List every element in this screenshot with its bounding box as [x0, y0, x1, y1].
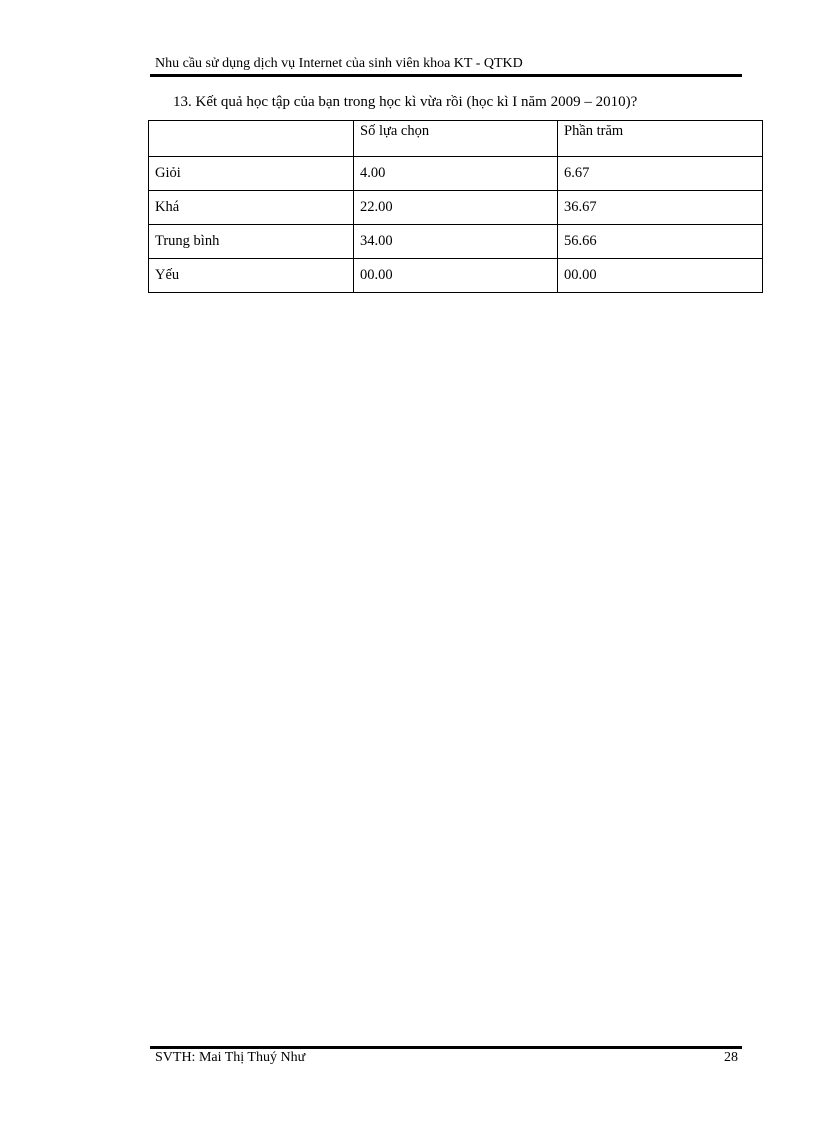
table-cell: 00.00	[354, 259, 558, 293]
table-header-cell: Phần trăm	[558, 121, 763, 157]
table-header-row	[149, 121, 763, 157]
table-cell: Yếu	[149, 259, 354, 293]
table-cell: 00.00	[558, 259, 763, 293]
table-header-cell: Số lựa chọn	[354, 121, 558, 157]
footer-rule	[150, 1046, 742, 1049]
table-cell: 56.66	[558, 225, 763, 259]
table-cell: 4.00	[354, 157, 558, 191]
header-rule	[150, 74, 742, 77]
table-cell: Giỏi	[149, 157, 354, 191]
table-cell: Trung bình	[149, 225, 354, 259]
table-cell: 36.67	[558, 191, 763, 225]
results-table	[148, 120, 763, 293]
running-header: Nhu cầu sử dụng dịch vụ Internet của sinh viên khoa KT - QTKD	[155, 56, 523, 71]
page-number: 28	[724, 1050, 738, 1065]
table-row	[149, 259, 763, 293]
question-heading: 13. Kết quả học tập của bạn trong học kì vừa rồi (học kì I năm 2009 – 2010)?	[173, 94, 638, 110]
table-row	[149, 191, 763, 225]
table-cell: 22.00	[354, 191, 558, 225]
table-cell: 6.67	[558, 157, 763, 191]
table-cell: 34.00	[354, 225, 558, 259]
footer-author: SVTH: Mai Thị Thuý Như	[155, 1050, 306, 1065]
table-cell: Khá	[149, 191, 354, 225]
table-header-cell	[149, 121, 354, 157]
table-row	[149, 225, 763, 259]
table-row	[149, 157, 763, 191]
